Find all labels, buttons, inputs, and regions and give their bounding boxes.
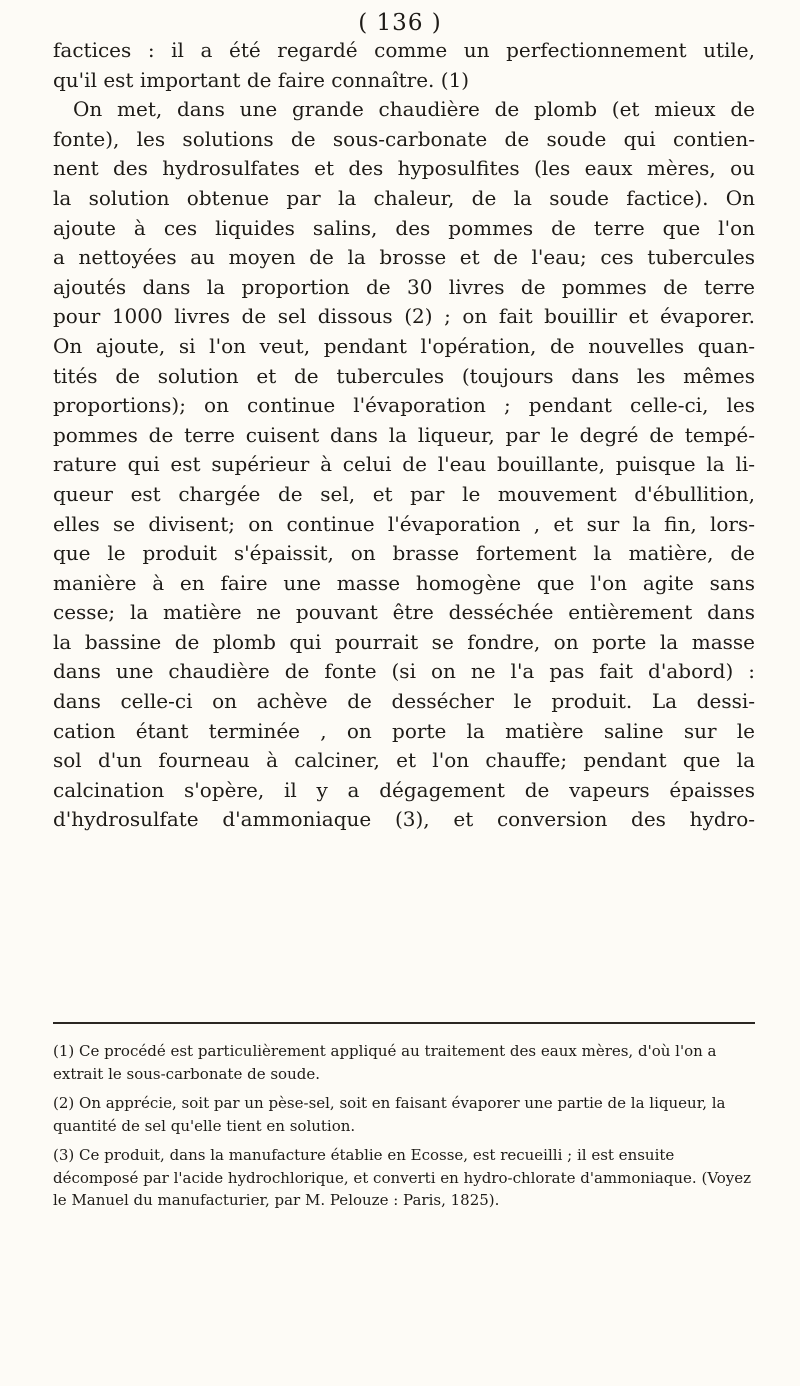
text-line: d'hydrosulfate d'ammoniaque (3), et conversion des hydro- (53, 807, 755, 832)
footnote-2: (2) On apprécie, soit par un pèse-sel, soit en faisant évaporer une partie de la liqueur, la quantité de sel qu'elle tient en solution. (53, 1094, 726, 1135)
text-line: pour 1000 livres de sel dissous (2) ; on fait bouillir et évaporer. (53, 304, 755, 329)
text-line: sol d'un fourneau à calciner, et l'on chauffe; pendant que la (53, 748, 755, 773)
text-line: manière à en faire une masse homogène que l'on agite sans (53, 570, 755, 595)
text-line: ajoutés dans la proportion de 30 livres de pommes de terre (53, 274, 755, 299)
text-line: fonte), les solutions de sous-carbonate de soude qui contien- (53, 126, 755, 151)
text-line: a nettoyées au moyen de la brosse et de l'eau; ces tubercules (53, 245, 755, 270)
footnote-3: (3) Ce produit, dans la manufacture établie en Ecosse, est recueilli ; il est ensuite décomposé par l'acide hydrochlorique, et converti en hydro-chlorate d'ammoniaque. (Voyez le Manuel du manufacturier, par M. Pelouze : Paris, 1825). (53, 1146, 752, 1209)
text-line: cesse; la matière ne pouvant être desséchée entièrement dans (53, 600, 755, 625)
text-line: queur est chargée de sel, et par le mouvement d'ébullition, (53, 481, 755, 506)
text-line: que le produit s'épaissit, on brasse fortement la matière, de (53, 541, 755, 566)
text-line: ajoute à ces liquides salins, des pommes de terre que l'on (53, 215, 755, 240)
text-line: On ajoute, si l'on veut, pendant l'opération, de nouvelles quan- (53, 333, 755, 358)
text-line: rature qui est supérieur à celui de l'eau bouillante, puisque la li- (53, 452, 755, 477)
text-line: la bassine de plomb qui pourrait se fondre, on porte la masse (53, 629, 755, 654)
text-line: pommes de terre cuisent dans la liqueur, par le degré de tempé- (53, 422, 755, 447)
body-text (53, 36, 755, 835)
text-line: dans celle-ci on achève de dessécher le produit. La dessi- (53, 689, 755, 714)
text-line: proportions); on continue l'évaporation ; pendant celle-ci, les (53, 393, 755, 418)
text-line: tités de solution et de tubercules (toujours dans les mêmes (53, 363, 755, 388)
text-line: calcination s'opère, il y a dégagement de vapeurs épaisses (53, 777, 755, 802)
text-line: elles se divisent; on continue l'évaporation , et sur la fin, lors- (53, 511, 755, 536)
footnotes (53, 1040, 755, 1219)
footnote-1: (1) Ce procédé est particulièrement appliqué au traitement des eaux mères, d'où l'on a extrait le sous-carbonate de soude. (53, 1042, 717, 1083)
text-line: factices : il a été regardé comme un perfectionnement utile, (53, 38, 755, 62)
text-line: nent des hydrosulfates et des hyposulfites (les eaux mères, ou (53, 156, 755, 181)
text-line: la solution obtenue par la chaleur, de la soude factice). On (53, 185, 755, 210)
text-line: cation étant terminée , on porte la matière saline sur le (53, 718, 755, 743)
page-number: ( 136 ) (358, 10, 442, 36)
footnote-divider (53, 1022, 755, 1024)
text-line: On met, dans une grande chaudière de plomb (et mieux de (73, 97, 755, 122)
text-line: dans une chaudière de fonte (si on ne l'a pas fait d'abord) : (53, 659, 755, 684)
text-line: qu'il est important de faire connaître. (1) (53, 67, 470, 92)
